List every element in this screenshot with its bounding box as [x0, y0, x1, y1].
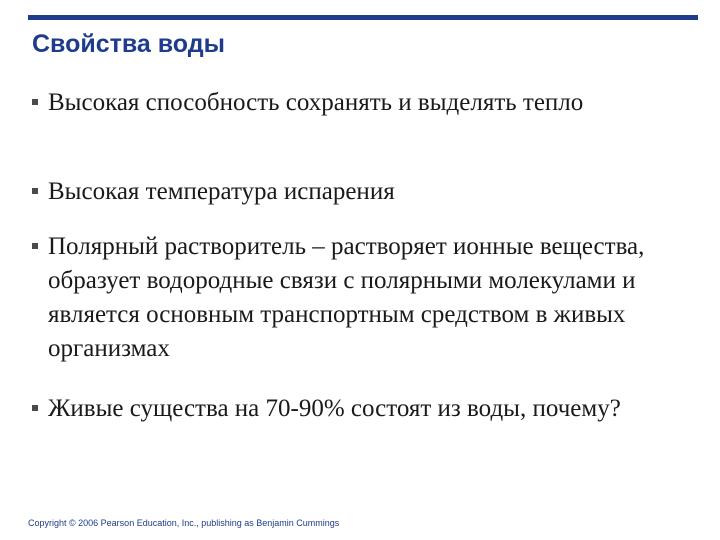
bullet-text: Высокая способность сохранять и выделять тепло: [48, 89, 584, 116]
copyright-notice: Copyright © 2006 Pearson Education, Inc., publishing as Benjamin Cummings: [28, 518, 340, 528]
square-bullet-icon: [32, 99, 38, 105]
bullet-item: [32, 392, 672, 426]
bullet-text: Живые существа на 70-90% состоят из воды, почему?: [48, 395, 621, 422]
bullet-text: Высокая температура испарения: [48, 178, 395, 205]
square-bullet-icon: [32, 405, 38, 411]
title-rule: [28, 15, 698, 20]
bullet-item: [32, 86, 672, 120]
square-bullet-icon: [32, 243, 38, 249]
bullet-text: Полярный растворитель – растворяет ионные вещества, образует водородные связи с полярными молекулами и является основным транспортным средством в живых организмах: [48, 233, 645, 362]
bullet-item: [32, 230, 672, 366]
slide-title: Свойства воды: [32, 30, 225, 58]
bullet-item: [32, 175, 672, 209]
square-bullet-icon: [32, 188, 38, 194]
